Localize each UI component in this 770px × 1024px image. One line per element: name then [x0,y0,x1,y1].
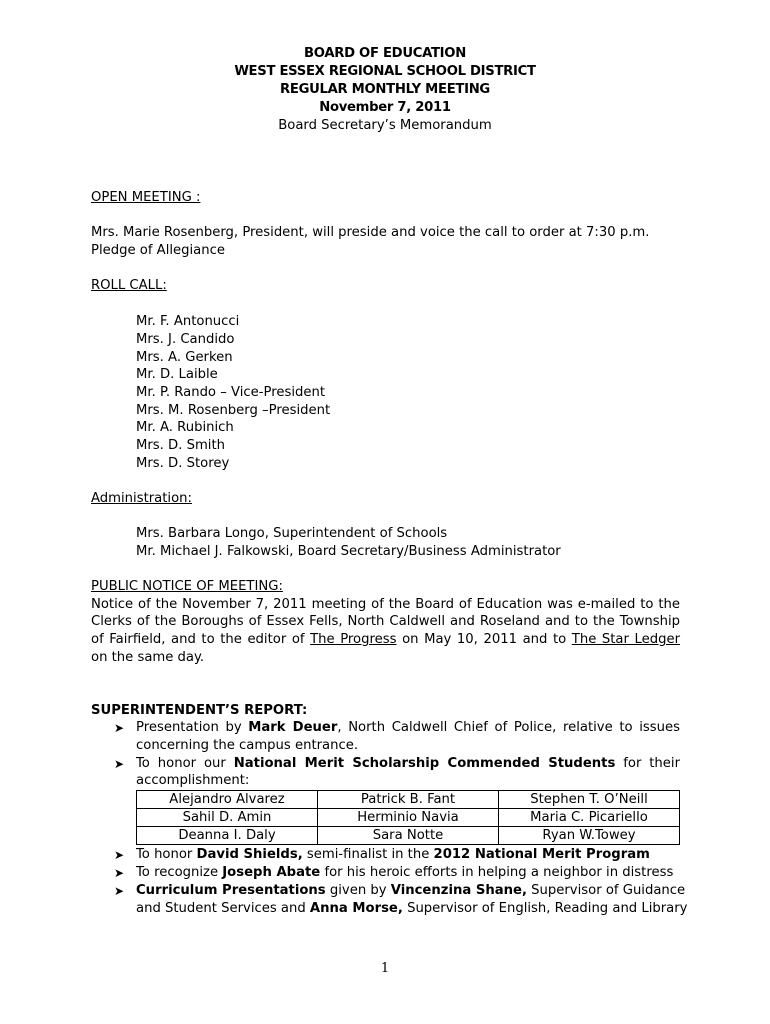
arrow-bullet-icon: ➤ [114,757,125,771]
table-row [137,809,680,827]
students-table [136,790,680,845]
header-board-title: BOARD OF EDUCATION [304,46,466,61]
table-row [137,827,680,845]
roll-call-member: Mr. F. Antonucci [136,314,240,329]
document-header [0,45,770,135]
student-name: Sahil D. Amin [137,809,318,827]
presentation-title: Curriculum Presentations [136,883,326,898]
public-notice-text: of Fairfield, and to the editor of [91,632,311,647]
roll-call-heading: ROLL CALL: [91,278,167,293]
public-notice-line: Notice of the November 7, 2011 meeting of the Board of Education was e-mailed to the [91,597,680,612]
page-number: 1 [380,961,390,976]
public-notice-line: Clerks of the Boroughs of Essex Fells, North Caldwell and Roseland and to the Township [91,614,680,629]
arrow-bullet-icon: ➤ [114,721,125,735]
publication-star-ledger: The Star Ledger [571,632,680,647]
open-meeting-heading: OPEN MEETING : [91,190,201,205]
roll-call-member: Mr. D. Laible [136,367,218,382]
student-name: Ryan W.Towey [499,827,680,845]
person-name: Joseph Abate [222,865,321,880]
report-item-continuation: concerning the campus entrance. [136,738,359,753]
person-name: Mark Deuer [248,720,338,735]
header-date: November 7, 2011 [319,100,451,115]
public-notice-line [91,631,680,649]
arrow-bullet-icon: ➤ [114,866,125,880]
person-name: David Shields, [196,847,303,862]
student-name: Herminio Navia [318,809,499,827]
header-meeting-type: REGULAR MONTHLY MEETING [280,82,490,97]
open-meeting-text: Mrs. Marie Rosenberg, President, will preside and voice the call to order at 7:30 p.m. [91,225,650,240]
student-name: Alejandro Alvarez [137,791,318,809]
report-item-continuation: accomplishment: [136,773,250,788]
header-subtitle: Board Secretary’s Memorandum [278,118,492,133]
roll-call-member: Mrs. J. Candido [136,332,235,347]
program-name: 2012 National Merit Program [433,847,650,862]
roll-call-member: Mrs. D. Smith [136,438,226,453]
public-notice-heading: PUBLIC NOTICE OF MEETING: [91,579,283,594]
public-notice-line: on the same day. [91,650,205,665]
arrow-bullet-icon: ➤ [114,848,125,862]
arrow-bullet-icon: ➤ [114,884,125,898]
student-name: Deanna I. Daly [137,827,318,845]
pledge-text: Pledge of Allegiance [91,243,225,258]
roll-call-member: Mr. P. Rando – Vice-President [136,385,326,400]
header-district: WEST ESSEX REGIONAL SCHOOL DISTRICT [234,64,536,79]
public-notice-text: on May 10, 2011 and to [396,632,572,647]
roll-call-member: Mrs. D. Storey [136,456,230,471]
superintendent-report-heading: SUPERINTENDENT’S REPORT: [91,703,308,718]
table-row [137,791,680,809]
student-name: Patrick B. Fant [318,791,499,809]
person-name: Vincenzina Shane, [390,883,527,898]
administration-heading: Administration: [91,491,192,506]
roll-call-member: Mrs. M. Rosenberg –President [136,403,331,418]
report-item-continuation: and Student Services and Anna Morse, Supervisor of English, Reading and Library [136,901,688,916]
document-page: BOARD OF EDUCATION WEST ESSEX REGIONAL SCHOOL DISTRICT REGULAR MONTHLY MEETING November 7, 2011 Board Secretary’s Memorandum OPEN MEETING : Mrs. Marie Rosenberg, President, will preside and voice the call to order at 7:30 p.m. Pledge of Allegiance ROLL CALL: Mr. F. Antonucci Mrs. J. Candido Mrs. A. Gerken Mr. D. Laible Mr. P. Rando – Vice-President Mrs. M. Rosenberg –President Mr. A. Rubinich Mrs. D. Smith Mrs. D. Storey Administration: Mrs. Barbara Longo, Superintendent of Schools Mr. Michael J. Falkowski, Board Secretary/Business Administrator PUBLIC NOTICE OF MEETING: Notice of the November 7, 2011 meeting of the Board of Education was e-mailed to the Clerks of the Boroughs of Essex Fells, North Caldwell and Roseland and to the Township of Fairfield, and to the editor of The Progress on May 10, 2011 and to The Star Ledger on the same day. SUPERINTENDENT’S REPORT: ➤ Presentation by Mark Deuer, North Caldwell Chief of Police, relative to issues concerning the campus entrance. ➤ To honor our National Merit Scholarship Commended Students for their accomplishment: Alejandro Alvarez Patrick B. Fant Stephen T. O’Neill Sahil D. Amin Herminio Navia Maria C. Picariello Deanna I. Daly Sara Notte Ryan W.Towey ➤ To honor David Shields, semi-finalist in the 2012 National Merit Program ➤ To recognize Joseph Abate for his heroic efforts in helping a neighbor in distress ➤ Curriculum Presentations given by Vincenzina Shane, Supervisor of Guidance and Student Services and Anna Morse, Supervisor of English, Reading and Library 1 [0,0,770,1024]
student-name: Maria C. Picariello [499,809,680,827]
roll-call-member: Mrs. A. Gerken [136,350,233,365]
person-name: Anna Morse, [309,901,403,916]
award-name: National Merit Scholarship Commended Students [233,756,616,771]
student-name: Sara Notte [318,827,499,845]
administration-member: Mrs. Barbara Longo, Superintendent of Schools [136,526,448,541]
roll-call-member: Mr. A. Rubinich [136,420,234,435]
student-name: Stephen T. O’Neill [499,791,680,809]
administration-member: Mr. Michael J. Falkowski, Board Secretary/Business Administrator [136,544,561,559]
publication-the-progress: The Progress [310,632,397,647]
